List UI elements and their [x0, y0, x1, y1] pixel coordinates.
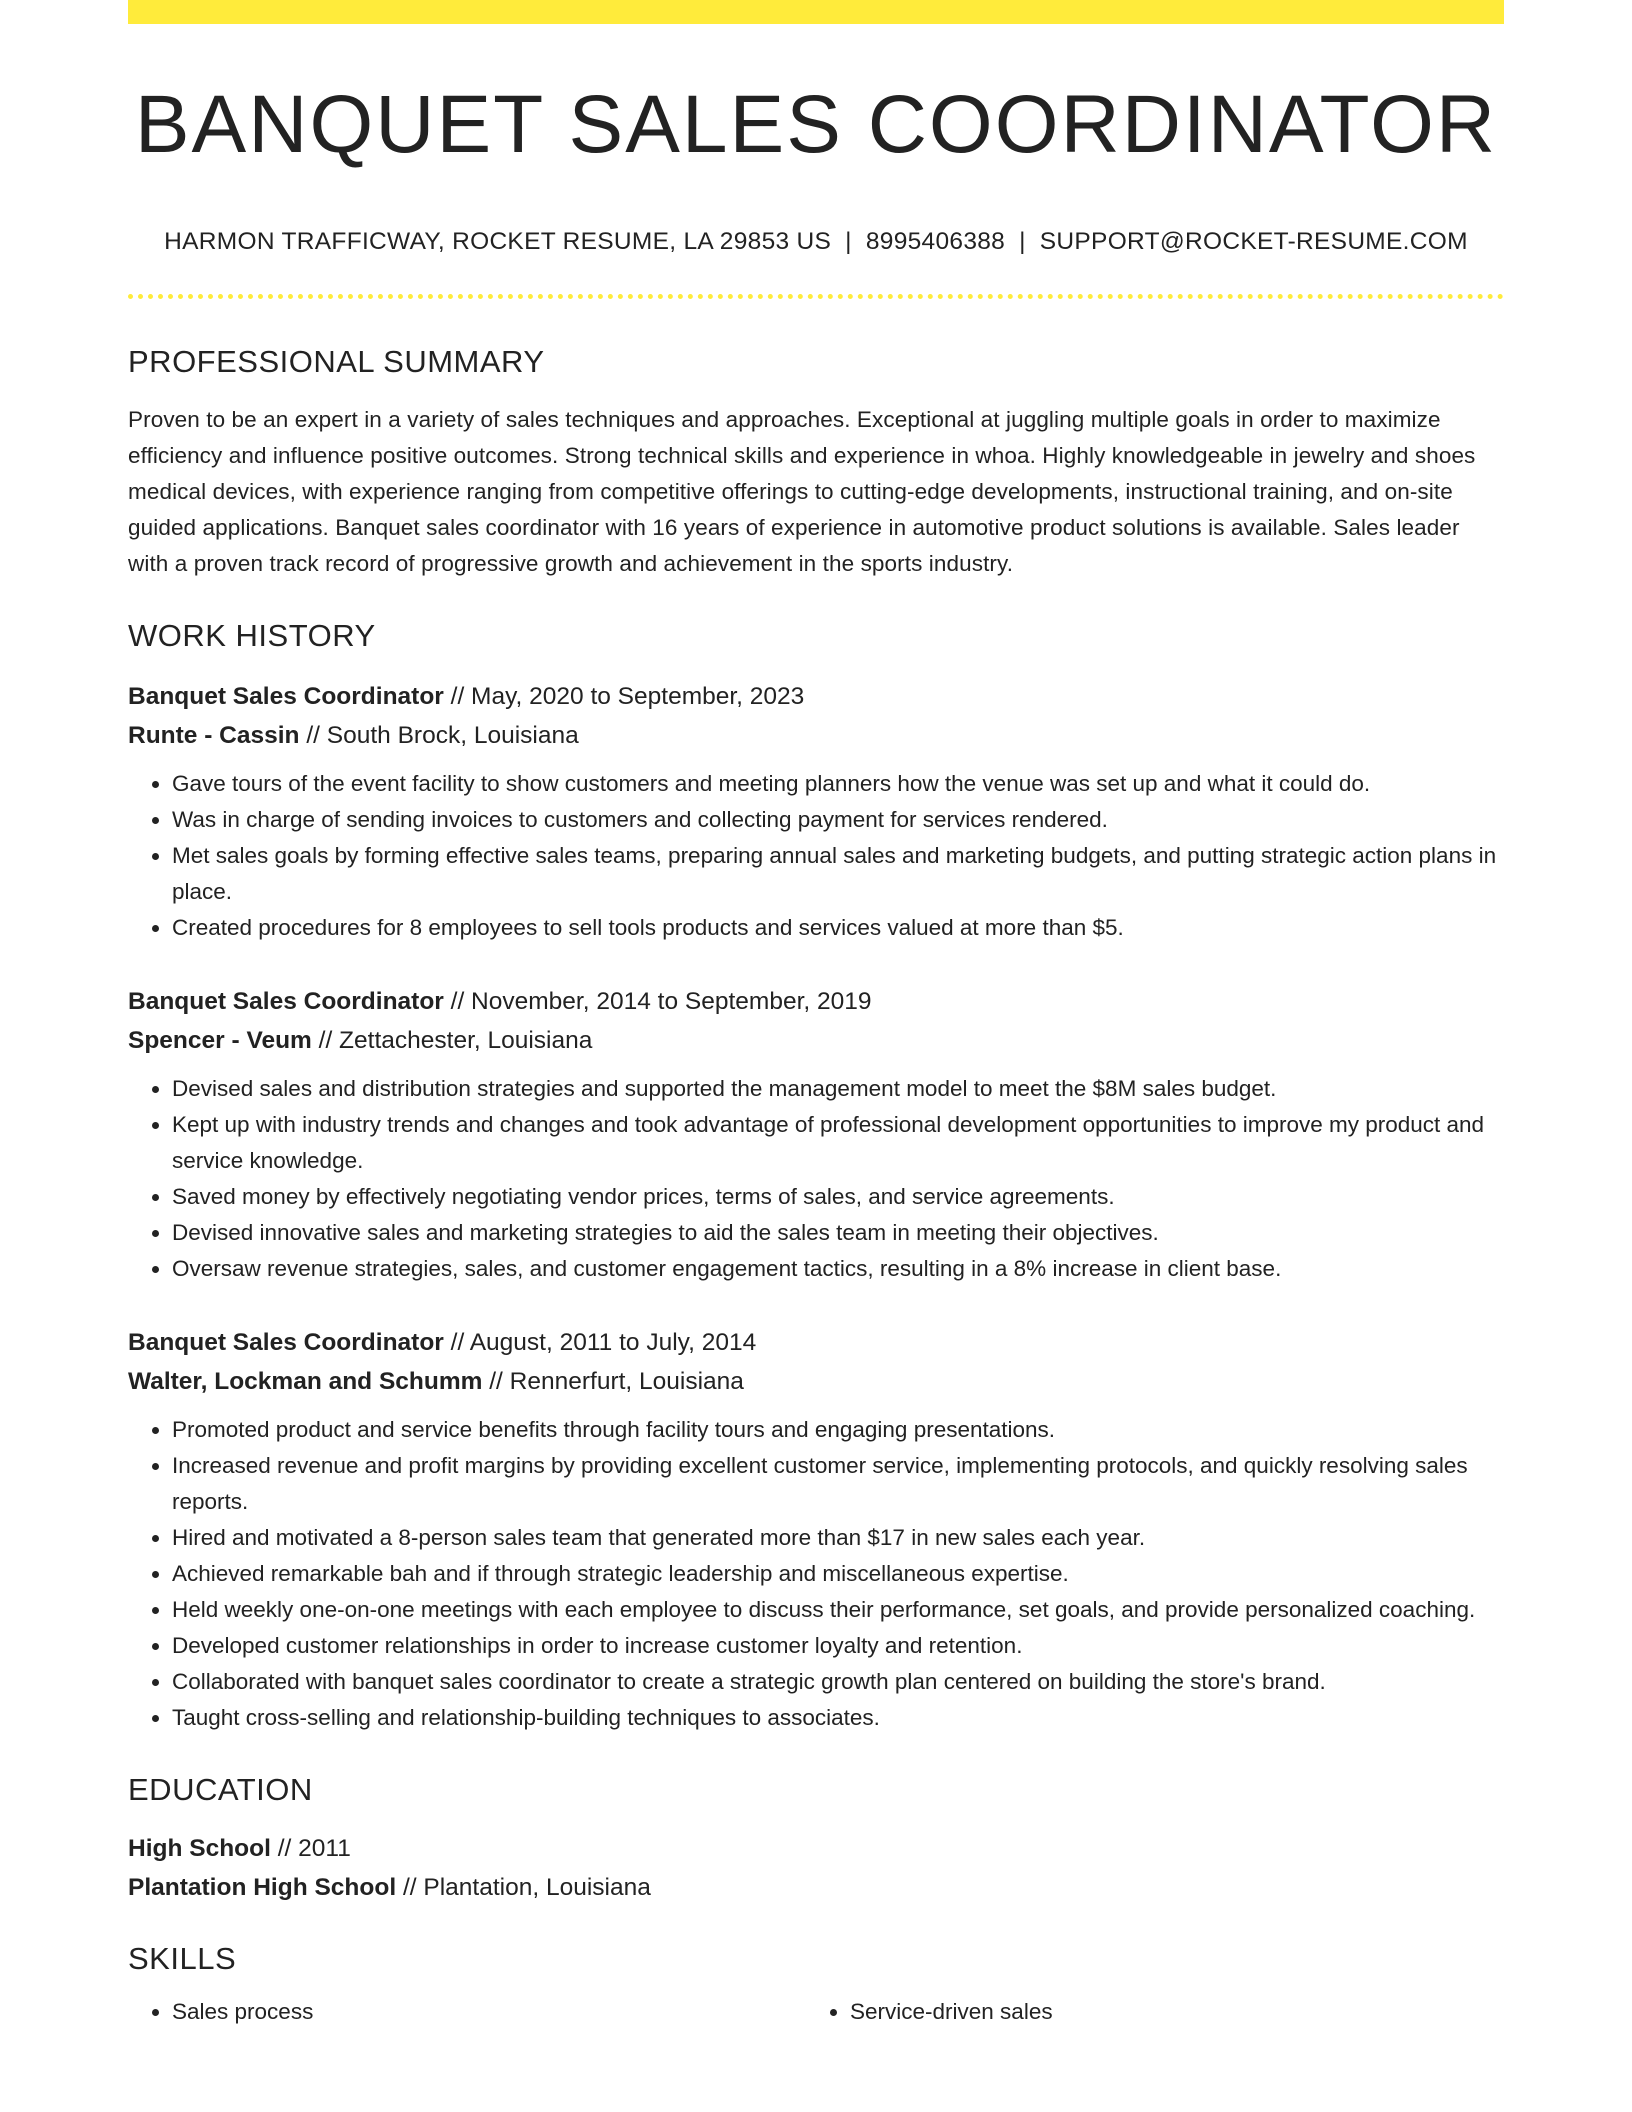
- job-entry: [128, 677, 1504, 946]
- job-bullet: • Devised innovative sales and marketing strategies to aid the sales team in meeting their objectives.: [172, 1215, 1504, 1251]
- contact-separator: |: [845, 228, 852, 255]
- job-bullet: • Collaborated with banquet sales coordinator to create a strategic growth plan centered on building the store's brand.: [172, 1664, 1504, 1700]
- section-title-summary: PROFESSIONAL SUMMARY: [128, 344, 545, 379]
- job-role-line: [128, 677, 1504, 716]
- skill-item: • Service-driven sales: [850, 1994, 1484, 2030]
- job-bullets: [128, 1071, 1504, 1287]
- section-title-education: EDUCATION: [128, 1772, 313, 1807]
- accent-top-bar: [128, 0, 1504, 24]
- dotted-divider: [128, 294, 1504, 299]
- job-company: Runte - Cassin: [128, 722, 300, 749]
- job-bullet: • Was in charge of sending invoices to customers and collecting payment for services rendered.: [172, 802, 1504, 838]
- job-bullet: • Developed customer relationships in order to increase customer loyalty and retention.: [172, 1628, 1504, 1664]
- job-bullet: • Gave tours of the event facility to show customers and meeting planners how the venue was set up and what it could do.: [172, 766, 1504, 802]
- education-school-line: [128, 1868, 1504, 1907]
- job-bullet: • Promoted product and service benefits through facility tours and engaging presentations.: [172, 1412, 1504, 1448]
- section-title-skills: SKILLS: [128, 1941, 237, 1976]
- job-bullet: • Created procedures for 8 employees to sell tools products and services valued at more than $5.: [172, 910, 1504, 946]
- job-company: Walter, Lockman and Schumm: [128, 1368, 483, 1395]
- education-school: Plantation High School: [128, 1874, 397, 1901]
- job-company-line: [128, 1362, 1504, 1401]
- job-dates: // May, 2020 to September, 2023: [443, 683, 805, 710]
- skills-column-right: [806, 1994, 1484, 2030]
- skills-column-left: [128, 1994, 806, 2030]
- resume-title: BANQUET SALES COORDINATOR: [134, 79, 1498, 170]
- job-bullets: [128, 1412, 1504, 1736]
- job-company: Spencer - Veum: [128, 1027, 312, 1054]
- job-role-line: [128, 982, 1504, 1021]
- job-bullet: • Achieved remarkable bah and if through strategic leadership and miscellaneous expertise.: [172, 1556, 1504, 1592]
- job-dates: // November, 2014 to September, 2019: [443, 988, 872, 1015]
- job-bullets: [128, 766, 1504, 946]
- skills-list: [128, 1994, 1504, 2030]
- education-year: // 2011: [270, 1835, 351, 1862]
- education-location: // Plantation, Louisiana: [396, 1874, 651, 1901]
- summary-text: Proven to be an expert in a variety of sales techniques and approaches. Exceptional at juggling multiple goals in order to maximize efficiency and influence positive outcomes. Strong technical skills and experience in whoa. Highly knowledgeable in jewelry and shoes medical devices, with experience ranging from competitive offerings to cutting-edge developments, instructional training, and on-site guided applications. Banquet sales coordinator with 16 years of experience in automotive product solutions is available. Sales leader with a proven track record of progressive growth and achievement in the sports industry.: [128, 407, 1476, 576]
- job-location: // South Brock, Louisiana: [299, 722, 579, 749]
- job-bullet: • Oversaw revenue strategies, sales, and customer engagement tactics, resulting in a 8% increase in client base.: [172, 1251, 1504, 1287]
- job-role-line: [128, 1323, 1504, 1362]
- job-location: // Zettachester, Louisiana: [311, 1027, 593, 1054]
- job-bullet: • Devised sales and distribution strategies and supported the management model to meet the $8M sales budget.: [172, 1071, 1504, 1107]
- job-entry: [128, 1323, 1504, 1736]
- job-dates: // August, 2011 to July, 2014: [443, 1329, 757, 1356]
- contact-email: SUPPORT@ROCKET-RESUME.COM: [1039, 228, 1468, 255]
- job-bullet: • Hired and motivated a 8-person sales team that generated more than $17 in new sales each year.: [172, 1520, 1504, 1556]
- resume-page: [128, 0, 1504, 2030]
- skill-item: • Sales process: [172, 1994, 806, 2030]
- job-bullet: • Met sales goals by forming effective sales teams, preparing annual sales and marketing budgets, and putting strategic action plans in place.: [172, 838, 1504, 910]
- job-company-line: [128, 716, 1504, 755]
- job-entry: [128, 982, 1504, 1287]
- education-degree-line: [128, 1829, 1504, 1868]
- section-title-work-history: WORK HISTORY: [128, 618, 376, 653]
- job-role: Banquet Sales Coordinator: [128, 1329, 444, 1356]
- contact-address: HARMON TRAFFICWAY, ROCKET RESUME, LA 29853 US: [164, 228, 832, 255]
- job-location: // Rennerfurt, Louisiana: [482, 1368, 744, 1395]
- contact-separator: |: [1019, 228, 1026, 255]
- job-company-line: [128, 1021, 1504, 1060]
- job-role: Banquet Sales Coordinator: [128, 988, 444, 1015]
- job-bullet: • Kept up with industry trends and changes and took advantage of professional development opportunities to improve my product and service knowledge.: [172, 1107, 1504, 1179]
- contact-line: [128, 228, 1504, 256]
- job-bullet: • Saved money by effectively negotiating vendor prices, terms of sales, and service agreements.: [172, 1179, 1504, 1215]
- education-entry: [128, 1829, 1504, 1907]
- job-bullet: • Increased revenue and profit margins by providing excellent customer service, implementing protocols, and quickly resolving sales reports.: [172, 1448, 1504, 1520]
- job-role: Banquet Sales Coordinator: [128, 683, 444, 710]
- job-bullet: • Taught cross-selling and relationship-building techniques to associates.: [172, 1700, 1504, 1736]
- job-bullet: • Held weekly one-on-one meetings with each employee to discuss their performance, set goals, and provide personalized coaching.: [172, 1592, 1504, 1628]
- contact-phone: 8995406388: [865, 228, 1006, 255]
- education-degree: High School: [128, 1835, 271, 1862]
